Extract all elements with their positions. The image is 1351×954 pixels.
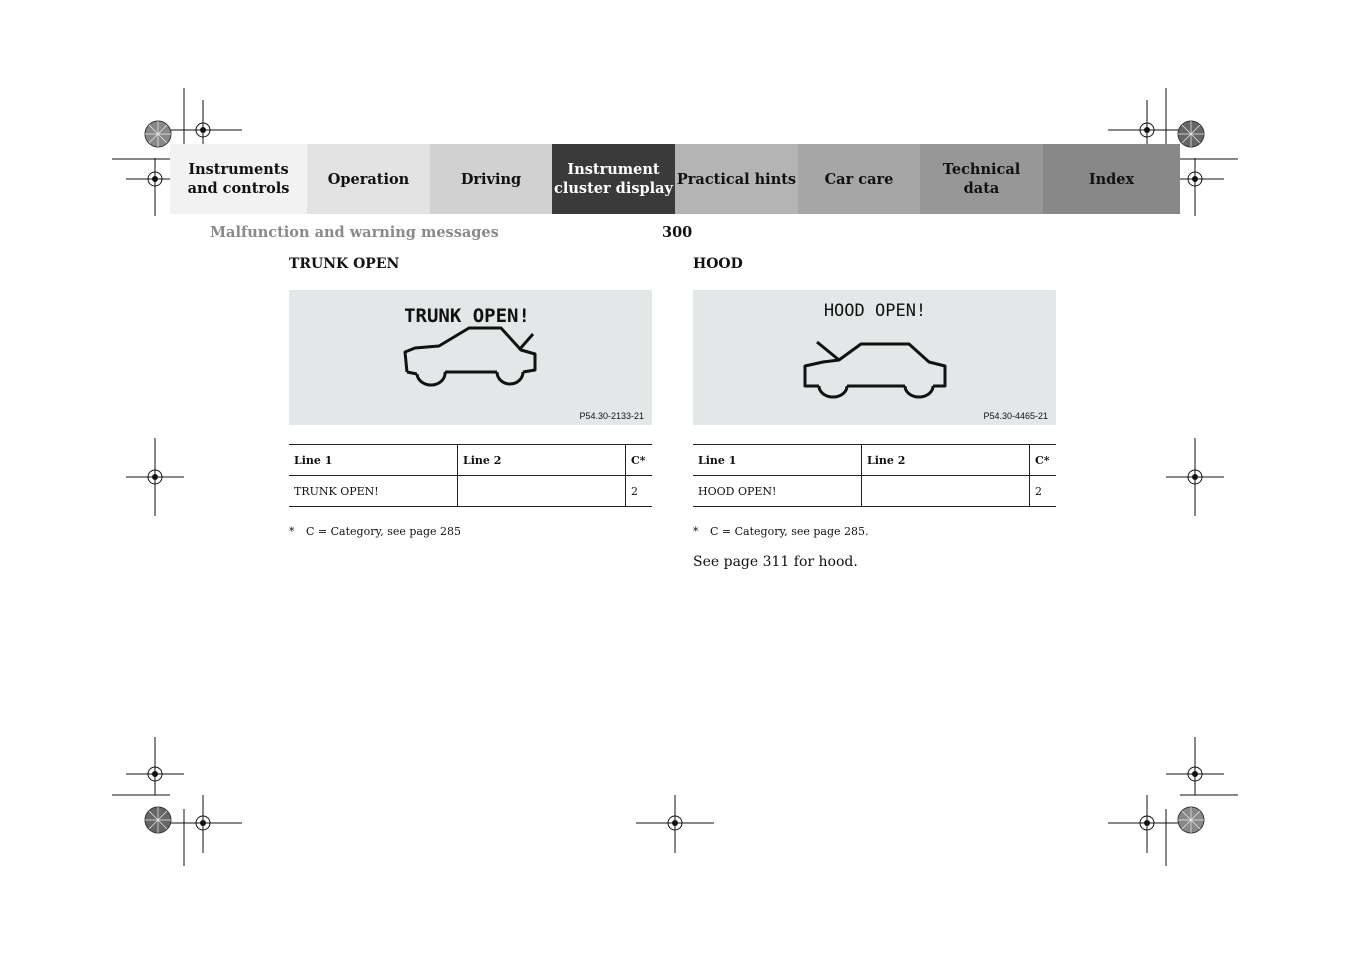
cell-line1: TRUNK OPEN!	[289, 476, 458, 507]
tab-instrument-cluster-display[interactable]: Instrument cluster display	[552, 144, 675, 214]
figure-code: P54.30-4465-21	[983, 411, 1048, 421]
message-table	[289, 444, 652, 507]
display-text: TRUNK OPEN!	[404, 305, 530, 327]
display-illustration	[289, 290, 652, 425]
hood-note: See page 311 for hood.	[693, 554, 858, 570]
column-header-line1: Line 1	[289, 445, 458, 476]
tab-operation[interactable]: Operation	[307, 144, 430, 214]
column-header-line2: Line 2	[862, 445, 1030, 476]
hood-open-section	[693, 256, 1056, 570]
section-heading: HOOD	[693, 256, 743, 272]
message-table	[693, 444, 1056, 507]
car-trunk-open-icon	[289, 290, 652, 425]
car-hood-open-icon	[693, 290, 1056, 425]
section-tabs	[170, 144, 1180, 214]
section-header: Malfunction and warning messages	[210, 224, 499, 241]
column-header-line1: Line 1	[693, 445, 862, 476]
footnote-star: *	[289, 525, 295, 538]
tab-driving[interactable]: Driving	[430, 144, 552, 214]
figure-code: P54.30-2133-21	[579, 411, 644, 421]
column-header-category: C*	[626, 445, 653, 476]
tab-car-care[interactable]: Car care	[798, 144, 920, 214]
table-row	[289, 476, 652, 507]
tab-index[interactable]: Index	[1043, 144, 1180, 214]
footnote-text: C = Category, see page 285.	[710, 525, 869, 538]
footnote-text: C = Category, see page 285	[306, 525, 462, 538]
footnote-star: *	[693, 525, 699, 538]
cell-line2	[862, 476, 1030, 507]
page-number: 300	[662, 224, 693, 241]
display-illustration	[693, 290, 1056, 425]
column-header-category: C*	[1030, 445, 1057, 476]
cell-category: 2	[626, 476, 653, 507]
tab-instruments-and-controls[interactable]: Instruments and controls	[170, 144, 307, 214]
section-heading: TRUNK OPEN	[289, 256, 400, 272]
tab-technical-data[interactable]: Technical data	[920, 144, 1043, 214]
table-header-row	[289, 445, 652, 476]
tab-practical-hints[interactable]: Practical hints	[675, 144, 798, 214]
display-text: HOOD OPEN!	[823, 301, 927, 321]
footnote	[693, 525, 1056, 538]
column-header-line2: Line 2	[458, 445, 626, 476]
table-header-row	[693, 445, 1056, 476]
trunk-open-section	[289, 256, 652, 538]
cell-line1: HOOD OPEN!	[693, 476, 862, 507]
cell-category: 2	[1030, 476, 1057, 507]
table-row	[693, 476, 1056, 507]
footnote	[289, 525, 652, 538]
cell-line2	[458, 476, 626, 507]
